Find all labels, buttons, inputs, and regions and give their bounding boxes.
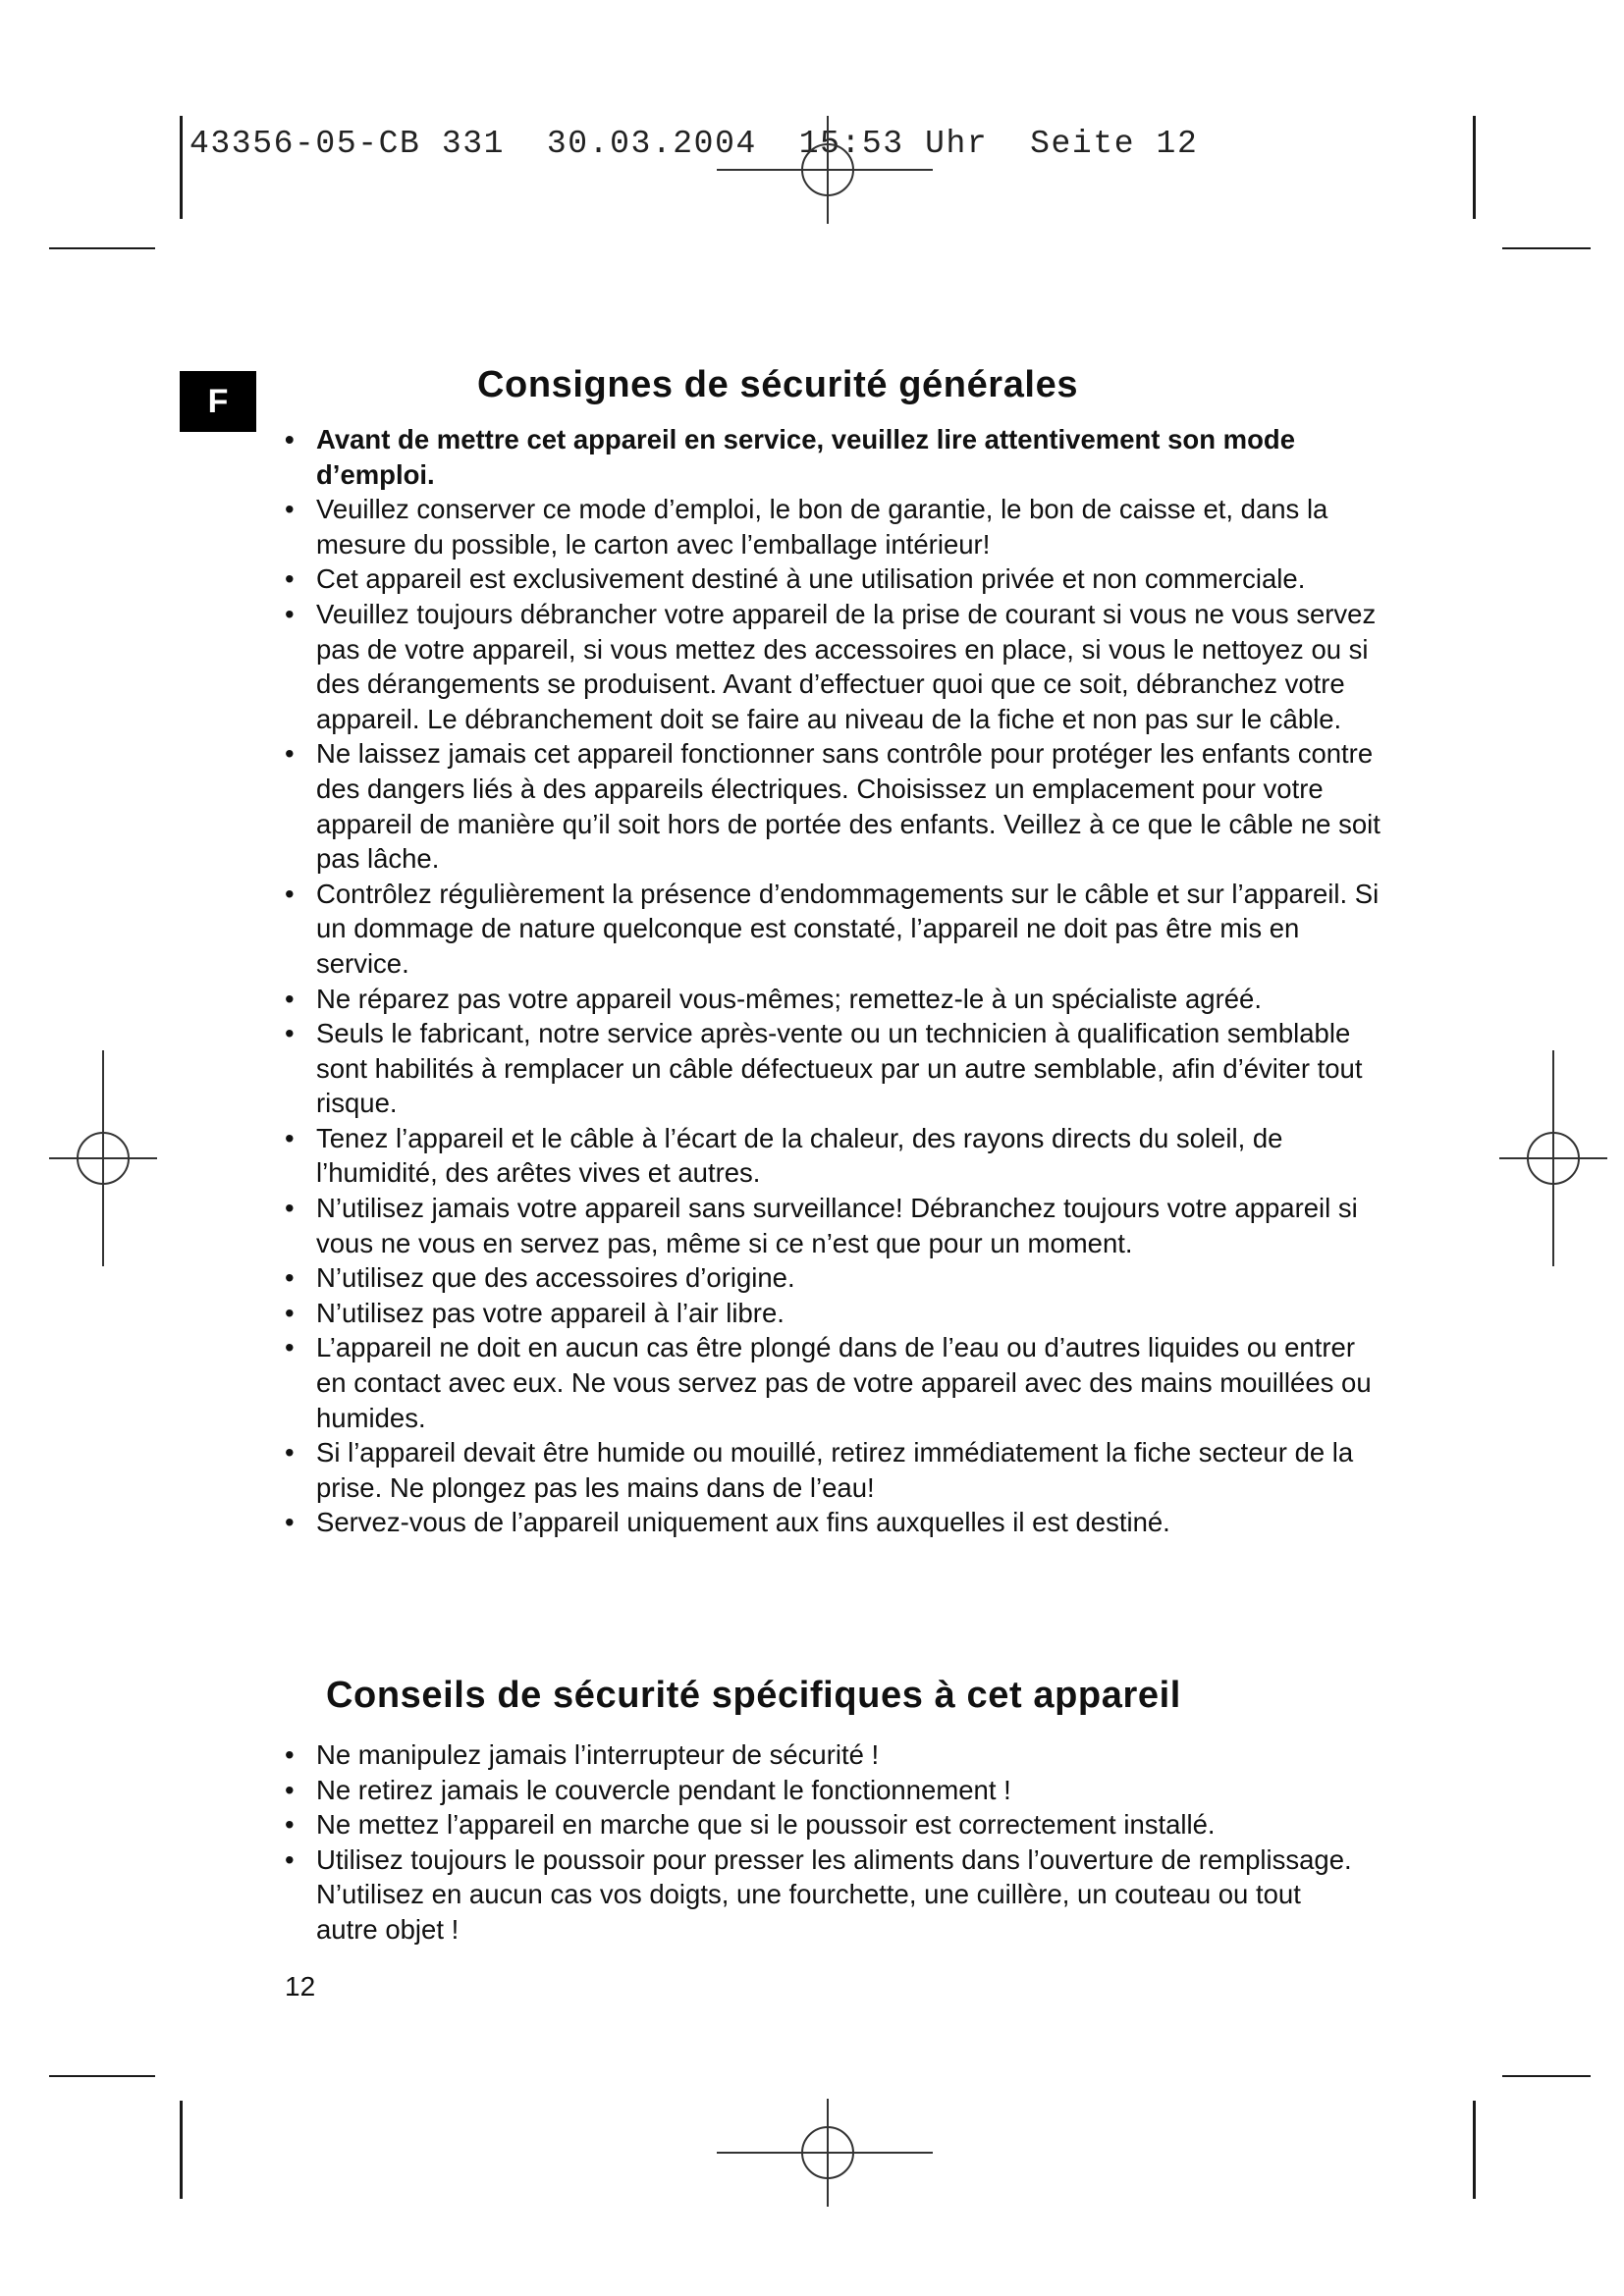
bullet-icon: • xyxy=(285,1122,295,1153)
registration-mark-right-icon xyxy=(1499,1050,1607,1266)
list-item-text: Veuillez toujours débrancher votre appareil de la prise de courant si vous ne vous servez pas de votre appareil, si vous mettez des accessoires en place, si vous le nettoyez ou si des dérangements se produisent. Avant d’effectuer quoi que ce soit, débranchez votre appareil. Le débranchement doit se faire au niveau de la fiche et non pas sur le câble. xyxy=(316,598,1377,734)
list-item-text: Ne mettez l’appareil en marche que si le poussoir est correctement installé. xyxy=(316,1809,1216,1841)
list-item xyxy=(281,1296,1380,1331)
specific-safety-list xyxy=(281,1737,1361,1948)
bullet-icon: • xyxy=(285,1774,295,1805)
bullet-icon: • xyxy=(285,1193,295,1224)
list-item-text: N’utilisez jamais votre appareil sans surveillance! Débranchez toujours votre appareil si vous ne vous en servez pas, même si ce n’est que pour un moment. xyxy=(316,1193,1358,1258)
list-item xyxy=(281,877,1380,982)
bullet-icon: • xyxy=(285,1809,295,1841)
general-safety-list xyxy=(281,422,1380,1540)
list-item xyxy=(281,1330,1380,1435)
list-item-text: N’utilisez pas votre appareil à l’air libre. xyxy=(316,1297,785,1328)
list-item xyxy=(281,1435,1380,1505)
registration-mark-top-icon xyxy=(717,116,933,224)
list-item-text: Utilisez toujours le poussoir pour presser les aliments dans l’ouverture de remplissage. N’utilisez en aucun cas vos doigts, une fourchette, une cuillère, un couteau ou tout autre objet ! xyxy=(316,1843,1352,1945)
registration-mark-bottom-icon xyxy=(717,2099,933,2207)
list-item-text: Avant de mettre cet appareil en service, veuillez lire attentivement son mode d’emploi. xyxy=(316,424,1295,490)
list-item-text: Seuls le fabricant, notre service après-vente ou un technicien à qualification semblable sont habilités à remplacer un câble défectueux par un autre semblable, afin d’éviter tout risque. xyxy=(316,1018,1363,1119)
crop-mark-bottom-right-horizontal xyxy=(1502,2075,1591,2077)
bullet-icon: • xyxy=(285,1018,295,1049)
list-item xyxy=(281,597,1380,736)
crop-mark-bottom-left-horizontal xyxy=(49,2075,155,2077)
list-item xyxy=(281,1773,1361,1808)
crop-mark-bottom-right-vertical xyxy=(1473,2101,1476,2199)
print-header: 43356-05-CB 331 30.03.2004 15:53 Uhr Seite 12 xyxy=(189,126,1199,162)
bullet-icon: • xyxy=(285,598,295,629)
list-item xyxy=(281,1505,1380,1540)
bullet-icon: • xyxy=(285,1437,295,1468)
list-item xyxy=(281,561,1380,597)
list-item-text: Contrôlez régulièrement la présence d’endommagements sur le câble et sur l’appareil. Si un dommage de nature quelconque est constaté, l’appareil ne doit pas être mis en service. xyxy=(316,878,1380,979)
bullet-icon: • xyxy=(285,738,295,770)
list-item xyxy=(281,982,1380,1017)
list-item-text: Cet appareil est exclusivement destiné à une utilisation privée et non commerciale. xyxy=(316,563,1306,595)
list-item xyxy=(281,1121,1380,1191)
registration-mark-left-icon xyxy=(49,1050,157,1266)
crop-mark-top-left-vertical xyxy=(180,116,183,219)
list-item xyxy=(281,1016,1380,1121)
bullet-icon: • xyxy=(285,1297,295,1328)
crop-mark-top-right-horizontal xyxy=(1502,247,1591,249)
list-item xyxy=(281,736,1380,876)
crop-mark-bottom-left-vertical xyxy=(180,2101,183,2199)
list-item-text: L’appareil ne doit en aucun cas être plongé dans de l’eau ou d’autres liquides ou entrer en contact avec eux. Ne vous servez pas de votre appareil avec des mains mouillées ou humides. xyxy=(316,1332,1372,1433)
bullet-icon: • xyxy=(285,424,295,454)
list-item-text: Si l’appareil devait être humide ou mouillé, retirez immédiatement la fiche secteur de la prise. Ne plongez pas les mains dans de l’eau! xyxy=(316,1437,1354,1503)
bullet-icon: • xyxy=(285,1507,295,1538)
section-general-safety-title: Consignes de sécurité générales xyxy=(477,364,1079,405)
list-item xyxy=(281,1807,1361,1842)
list-item-text: Veuillez conserver ce mode d’emploi, le bon de garantie, le bon de caisse et, dans la mesure du possible, le carton avec l’emballage intérieur! xyxy=(316,494,1328,560)
bullet-icon: • xyxy=(285,1262,295,1294)
list-item-text: Tenez l’appareil et le câble à l’écart de la chaleur, des rayons directs du soleil, de l’humidité, des arêtes vives et autres. xyxy=(316,1122,1283,1189)
list-item xyxy=(281,1191,1380,1260)
bullet-icon: • xyxy=(285,1332,295,1363)
bullet-icon: • xyxy=(285,1843,295,1875)
language-tab: F xyxy=(180,371,256,432)
bullet-icon: • xyxy=(285,563,295,595)
list-item-text: Ne réparez pas votre appareil vous-mêmes; remettez-le à un spécialiste agréé. xyxy=(316,983,1262,1014)
list-item xyxy=(281,1260,1380,1296)
list-item-text: N’utilisez que des accessoires d’origine. xyxy=(316,1262,795,1294)
list-item xyxy=(281,1737,1361,1773)
bullet-icon: • xyxy=(285,878,295,909)
list-item xyxy=(281,1842,1361,1948)
bullet-icon: • xyxy=(285,983,295,1014)
list-item-text: Ne laissez jamais cet appareil fonctionner sans contrôle pour protéger les enfants contre des dangers liés à des appareils électriques. Choisissez un emplacement pour votre appareil de manière qu’il soit hors de portée des enfants. Veillez à ce que le câble ne soit pas lâche. xyxy=(316,738,1380,875)
list-item xyxy=(281,492,1380,561)
crop-mark-top-left-horizontal xyxy=(49,247,155,249)
bullet-icon: • xyxy=(285,1739,295,1770)
section-specific-safety-title: Conseils de sécurité spécifiques à cet appareil xyxy=(326,1675,1181,1716)
list-item-text: Ne manipulez jamais l’interrupteur de sécurité ! xyxy=(316,1739,880,1770)
list-item xyxy=(281,422,1380,492)
list-item-text: Servez-vous de l’appareil uniquement aux fins auxquelles il est destiné. xyxy=(316,1507,1170,1538)
bullet-icon: • xyxy=(285,494,295,525)
page-number: 12 xyxy=(285,1971,316,2002)
list-item-text: Ne retirez jamais le couvercle pendant le fonctionnement ! xyxy=(316,1774,1011,1805)
crop-mark-top-right-vertical xyxy=(1473,116,1476,219)
